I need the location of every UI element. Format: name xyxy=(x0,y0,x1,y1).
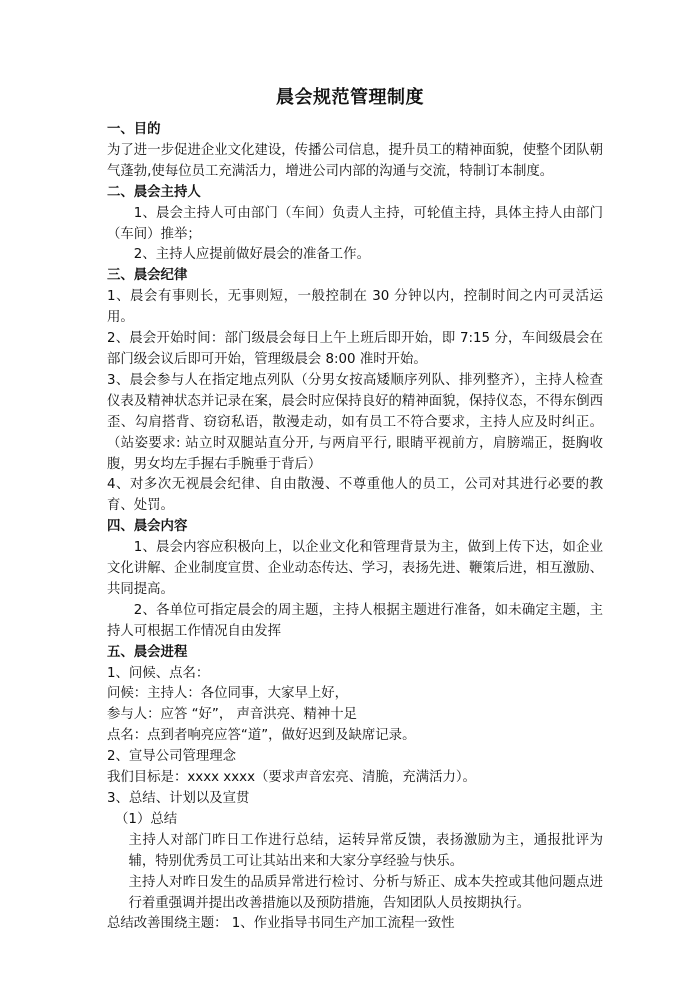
section-heading-purpose: 一、目的 xyxy=(107,122,161,137)
paragraph: 3、晨会参与人在指定地点列队（分男女按高矮顺序列队、排列整齐），主持人检查仪表及精神状态并记录在案，晨会时应保持良好的精神面貌，保持仪态，不得东倒西歪、勾肩搭背、窃窃私语，散漫走动，如有员工不符合要求，主持人应及时纠正。（站姿要求: 站立时双腿站直分开, 与两肩平行, 眼睛平视前方，肩膀端正，挺胸收腹，男女均左手握右手腕垂于背后） xyxy=(107,372,603,472)
paragraph: 2、各单位可指定晨会的周主题，主持人根据主题进行准备，如未确定主题，主持人可根据工作情况自由发挥 xyxy=(107,602,603,639)
line: 3、总结、计划以及宣贯 xyxy=(107,791,250,806)
paragraph: 为了进一步促进企业文化建设，传播公司信息，提升员工的精神面貌，使整个团队朝气蓬勃,使每位员工充满活力，增进公司内部的沟通与交流，特制订本制度。 xyxy=(107,142,603,179)
paragraph: 4、对多次无视晨会纪律、自由散漫、不尊重他人的员工，公司对其进行必要的教育、处罚。 xyxy=(107,477,603,514)
paragraph: 主持人对昨日发生的品质异常进行检讨、分析与矫正、成本失控或其他问题点进行着重强调并提出改善措施以及预防措施，告知团队人员按期执行。 xyxy=(128,874,603,911)
line: 问候：主持人：各位同事，大家早上好， xyxy=(107,686,349,702)
line: 1、问候、点名： xyxy=(107,665,210,681)
page-title: 晨会规范管理制度 xyxy=(276,87,424,108)
line: （1）总结 xyxy=(115,811,178,827)
line: 2、宣导公司管理理念 xyxy=(107,749,237,765)
line: 总结改善围绕主题： 1、作业指导书同生产加工流程一致性 xyxy=(107,916,455,932)
paragraph: 1、晨会有事则长，无事则短，一般控制在 30 分钟以内，控制时间之内可灵活运用。 xyxy=(107,289,603,326)
line: 参与人：应答 “好”， 声音洪亮、精神十足 xyxy=(107,707,358,723)
section-heading-host: 二、晨会主持人 xyxy=(107,184,201,200)
paragraph: 主持人对部门昨日工作进行总结，运转异常反馈，表扬激励为主，通报批评为辅，特别优秀员工可让其站出来和大家分享经验与快乐。 xyxy=(128,832,603,869)
paragraph: 1、晨会主持人可由部门（车间）负责人主持，可轮值主持，具体主持人由部门（车间）推举； xyxy=(107,205,603,242)
line: 点名：点到者响亮应答“道”，做好迟到及缺席记录。 xyxy=(107,728,416,744)
document-body xyxy=(107,120,603,935)
paragraph: 1、晨会内容应积极向上，以企业文化和管理背景为主，做到上传下达，如企业文化讲解、企业制度宣贯、企业动态传达、学习，表扬先进、鞭策后进，相互激励、共同提高。 xyxy=(107,540,603,597)
section-heading-content: 四、晨会内容 xyxy=(107,519,188,535)
section-heading-process: 五、晨会进程 xyxy=(107,644,188,660)
line: 我们目标是：xxxx xxxx（要求声音宏亮、清脆，充满活力）。 xyxy=(107,770,476,786)
section-heading-discipline: 三、晨会纪律 xyxy=(107,268,188,284)
paragraph: 2、主持人应提前做好晨会的准备工作。 xyxy=(133,247,370,263)
paragraph: 2、晨会开始时间：部门级晨会每日上午上班后即开始，即 7:15 分，车间级晨会在部门级会议后即可开始，管理级晨会 8:00 准时开始。 xyxy=(107,331,603,367)
